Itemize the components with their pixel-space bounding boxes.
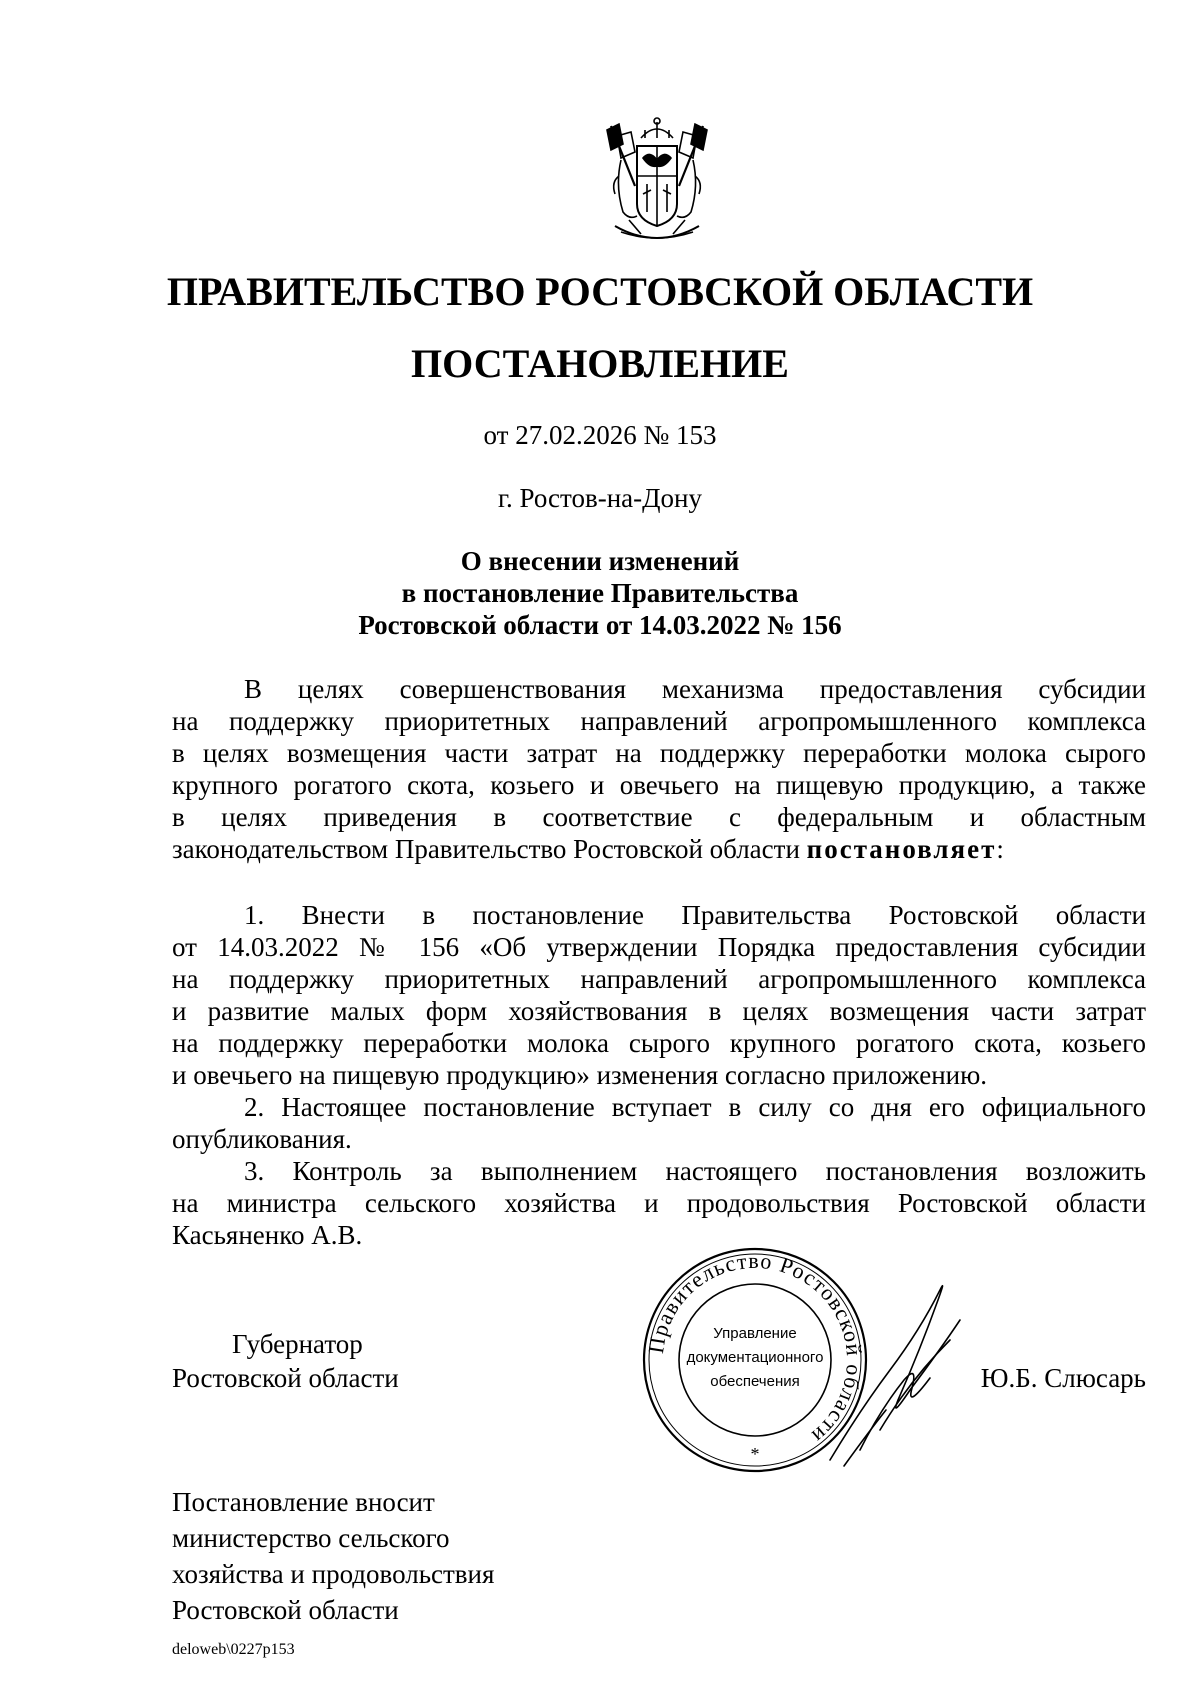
government-title: ПРАВИТЕЛЬСТВО РОСТОВСКОЙ ОБЛАСТИ <box>166 269 1034 314</box>
document-reference: deloweb\0227p153 <box>172 1641 295 1658</box>
subject-line: Ростовской области от 14.03.2022 № 156 <box>358 610 842 640</box>
document-city: г. Ростов-на-Дону <box>497 483 702 513</box>
preamble-paragraph <box>172 673 1146 865</box>
subject-line: О внесении изменений <box>460 546 740 576</box>
introducer-line: министерство сельского <box>172 1523 450 1553</box>
preamble-line: в целях приведения в соответствие с федеральным и областным <box>172 802 1146 832</box>
resolution-items <box>172 899 1146 1251</box>
signatory-name: Ю.Б. Слюсарь <box>980 1363 1146 1393</box>
document-date-number: от 27.02.2026 № 153 <box>483 420 717 450</box>
preamble-line: крупного рогатого скота, козьего и овечьего на пищевую продукцию, а также <box>172 770 1146 800</box>
subject-line: в постановление Правительства <box>401 578 799 608</box>
item1-line: на поддержку приоритетных направлений агропромышленного комплекса <box>172 964 1146 994</box>
decree-word: постановляет <box>806 834 997 864</box>
introducer-note <box>172 1484 494 1628</box>
introducer-line: Постановление вносит <box>172 1487 435 1517</box>
item3-line: Касьяненко А.В. <box>172 1220 363 1250</box>
item3-line: 3. Контроль за выполнением настоящего постановления возложить <box>244 1156 1146 1186</box>
position-line: Ростовской области <box>172 1363 399 1393</box>
preamble-line: в целях возмещения части затрат на поддержку переработки молока сырого <box>172 738 1146 768</box>
colon: : <box>996 834 1004 864</box>
introducer-line: хозяйства и продовольствия <box>172 1559 495 1589</box>
item1-line: 1. Внести в постановление Правительства Ростовской области <box>244 900 1146 930</box>
item1-line: и овечьего на пищевую продукцию» изменения согласно приложению. <box>172 1060 988 1090</box>
item1-line: на поддержку переработки молока сырого крупного рогатого скота, козьего <box>172 1028 1146 1058</box>
preamble-final-text: законодательством Правительство Ростовской области <box>172 834 807 864</box>
item1-line: от 14.03.2022 № 156 «Об утверждении Порядка предоставления субсидии <box>172 932 1146 962</box>
rostov-oblast-coat-of-arms-icon <box>601 116 713 250</box>
preamble-line: В целях совершенствования механизма предоставления субсидии <box>244 674 1146 704</box>
item3-line: на министра сельского хозяйства и продовольствия Ростовской области <box>172 1188 1146 1218</box>
stamp-inner-line: обеспечения <box>710 1373 800 1390</box>
handwritten-signature-icon <box>820 1260 980 1470</box>
preamble-final-line <box>172 833 1146 865</box>
stamp-outer-text: Правительство Ростовской области <box>643 1247 868 1450</box>
preamble-line: на поддержку приоритетных направлений агропромышленного комплекса <box>172 706 1146 736</box>
stamp-inner-line: документационного <box>686 1349 824 1366</box>
stamp-inner-line: Управление <box>713 1325 797 1342</box>
signatory-position <box>172 1327 399 1395</box>
item2-line: опубликования. <box>172 1124 352 1154</box>
introducer-line: Ростовской области <box>172 1595 399 1625</box>
position-line: Губернатор <box>232 1329 363 1359</box>
item2-line: 2. Настоящее постановление вступает в силу со дня его официального <box>244 1092 1146 1122</box>
item1-line: и развитие малых форм хозяйствования в целях возмещения части затрат <box>172 996 1146 1026</box>
document-subject <box>0 545 1200 641</box>
stamp-star: * <box>750 1444 760 1464</box>
document-type-title: ПОСТАНОВЛЕНИЕ <box>411 341 789 386</box>
